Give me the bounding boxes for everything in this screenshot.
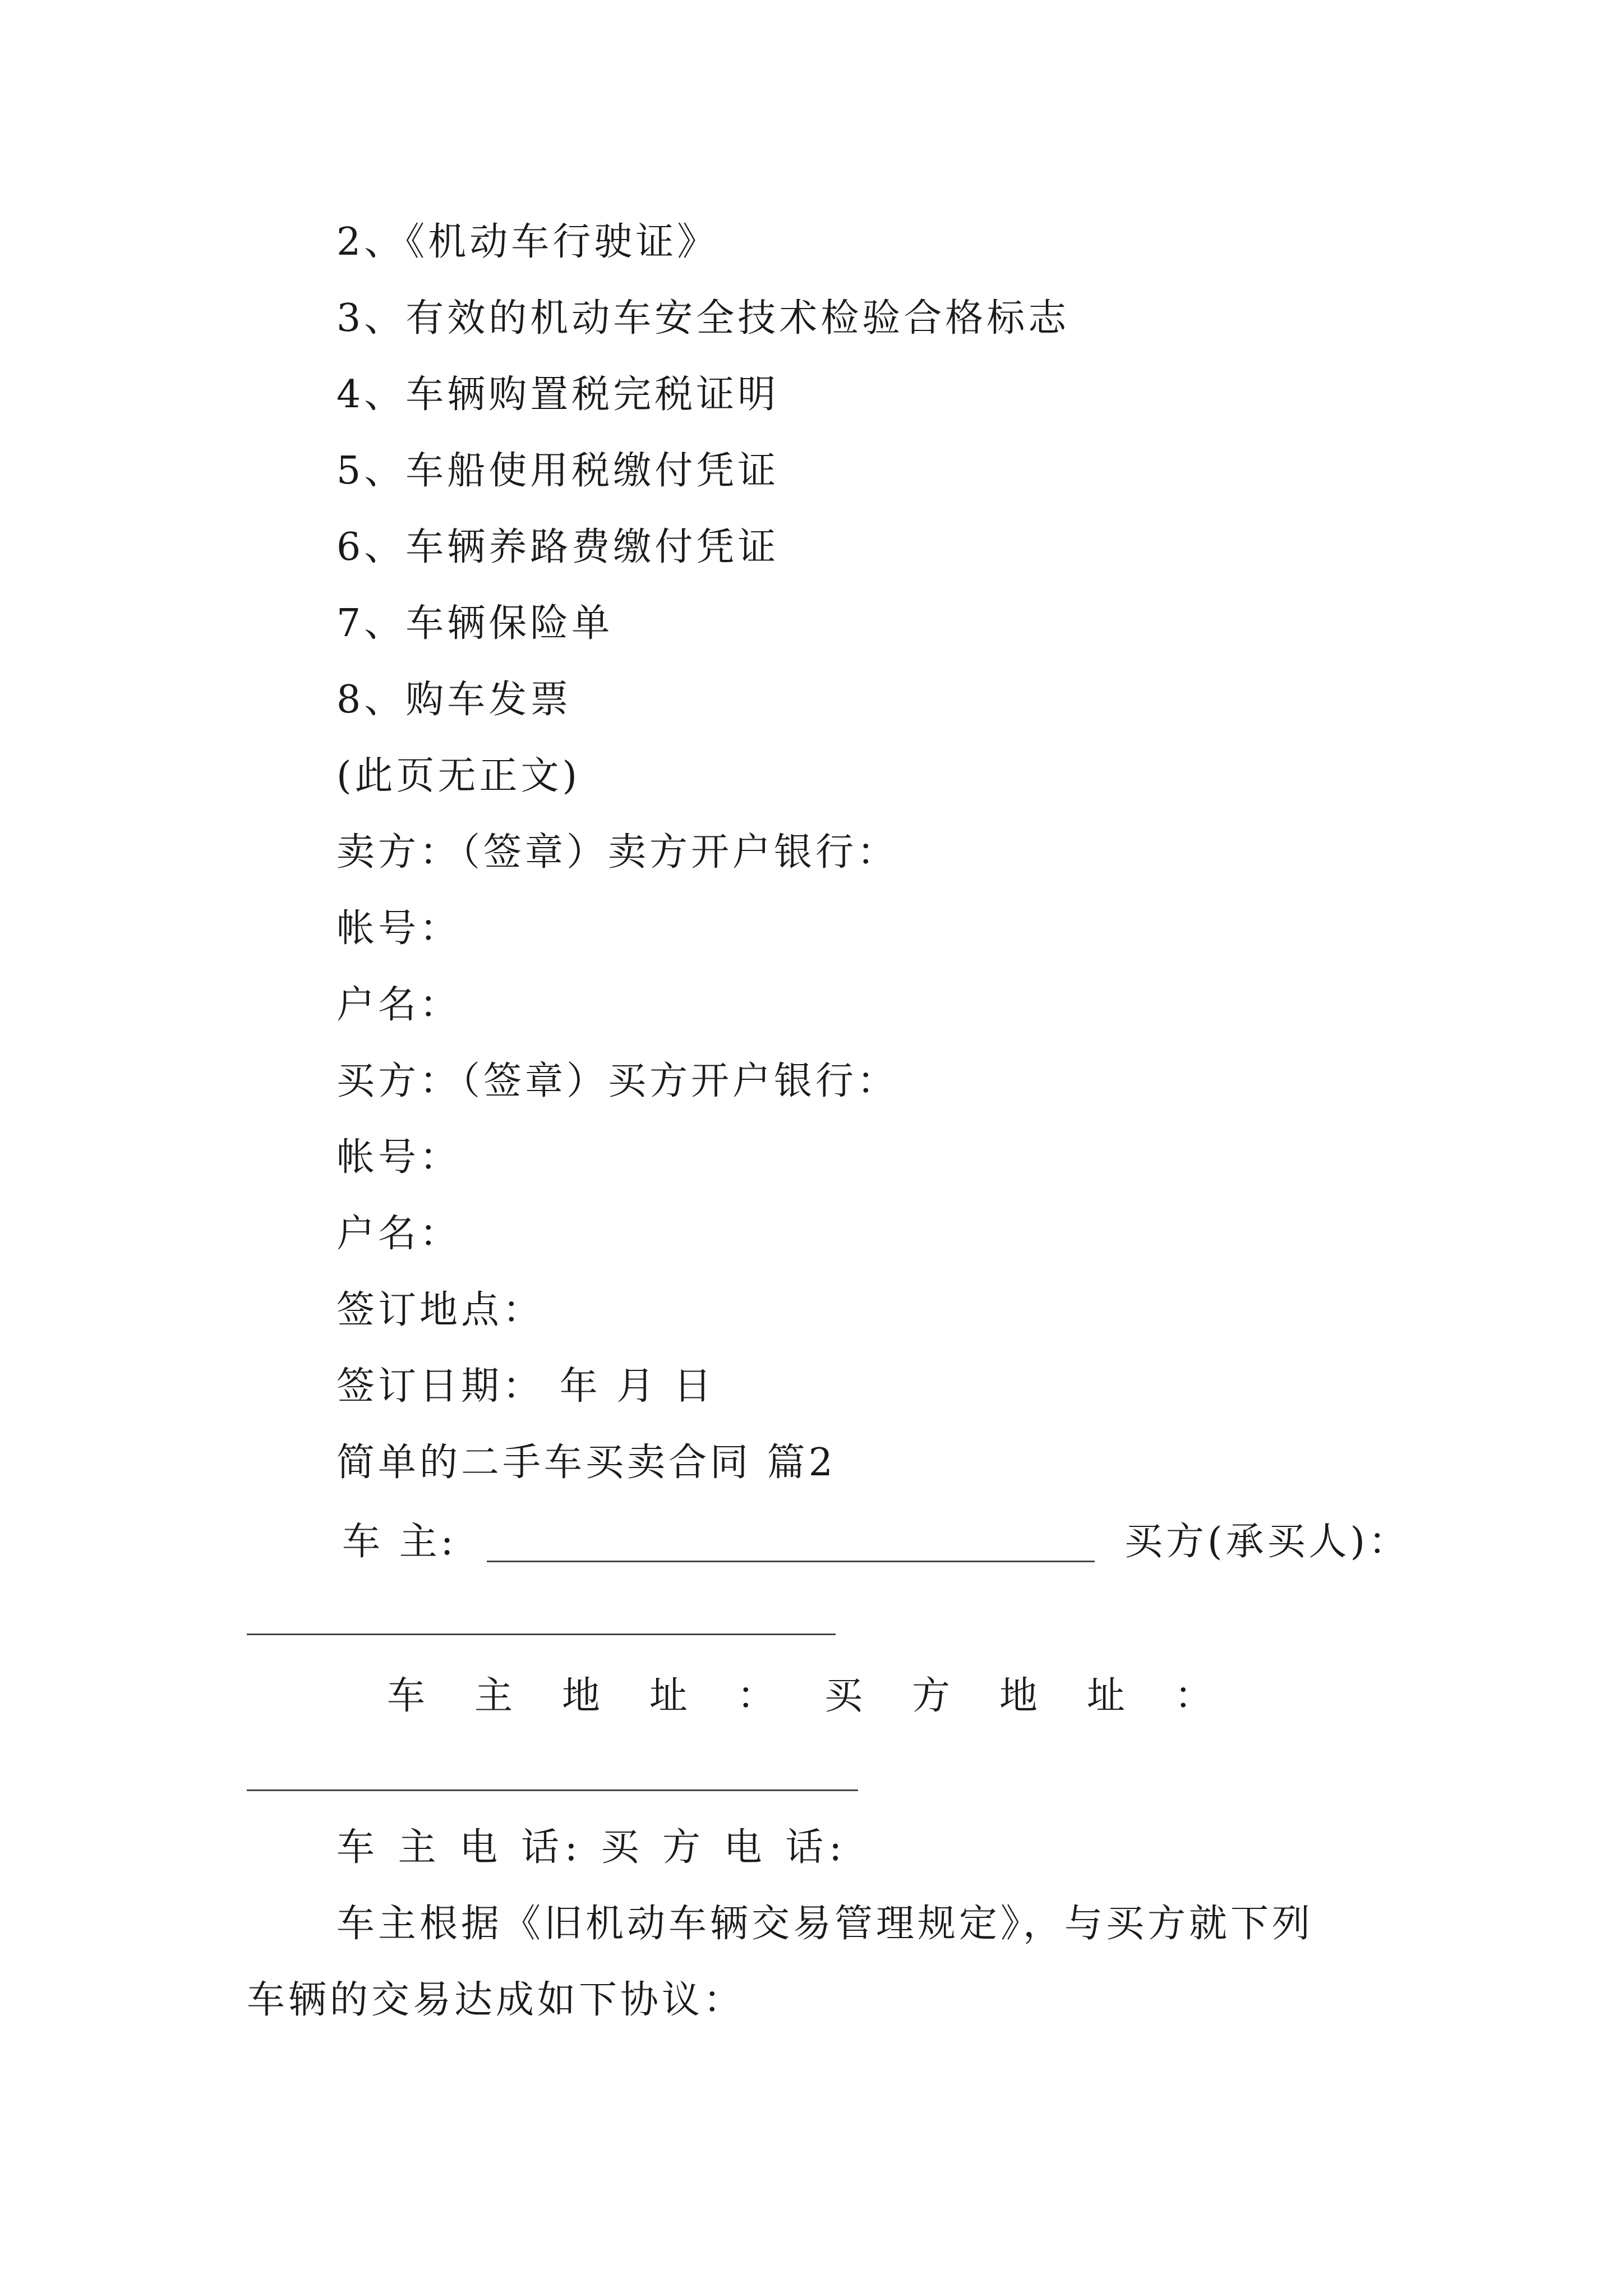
buyer-label: 买方(承买人)： — [1124, 1520, 1410, 1564]
sign-date-line: 签订日期： 年 月 日 — [336, 1364, 715, 1409]
owner-label: 车 主: — [342, 1520, 457, 1564]
paragraph-line: 车辆的交易达成如下协议： — [247, 1978, 745, 2022]
sign-place-line: 签订地点： — [336, 1288, 545, 1332]
phone-line: 车 主 电 话: 买 方 电 话: — [336, 1825, 848, 1870]
owner-blank — [487, 1561, 1095, 1562]
list-item: 3、有效的机动车安全技术检验合格标志 — [336, 296, 1070, 341]
section-title: 简单的二手车买卖合同 篇2 — [336, 1441, 836, 1485]
address-blank — [247, 1789, 858, 1791]
buyer-signature-line: 买方：（签章）买方开户银行： — [336, 1059, 899, 1103]
list-item: 4、车辆购置税完税证明 — [336, 372, 780, 417]
list-item: 7、车辆保险单 — [336, 601, 614, 646]
paragraph-line: 车主根据《旧机动车辆交易管理规定》，与买方就下列 — [336, 1902, 1314, 1946]
list-item: 6、车辆养路费缴付凭证 — [336, 525, 780, 569]
buyer-blank — [247, 1634, 836, 1635]
seller-name-line: 户名： — [336, 983, 462, 1027]
buyer-account-line: 帐号： — [336, 1135, 462, 1180]
list-item: 2、《机动车行驶证》 — [336, 220, 719, 264]
no-text-note: (此页无正文) — [336, 754, 581, 798]
seller-account-line: 帐号： — [336, 907, 462, 951]
list-item: 8、购车发票 — [336, 678, 572, 722]
address-line: 车主地址：买方地址： — [387, 1674, 1262, 1718]
buyer-name-line: 户名： — [336, 1212, 462, 1256]
seller-signature-line: 卖方：（签章）卖方开户银行： — [336, 830, 899, 875]
list-item: 5、车船使用税缴付凭证 — [336, 449, 780, 493]
